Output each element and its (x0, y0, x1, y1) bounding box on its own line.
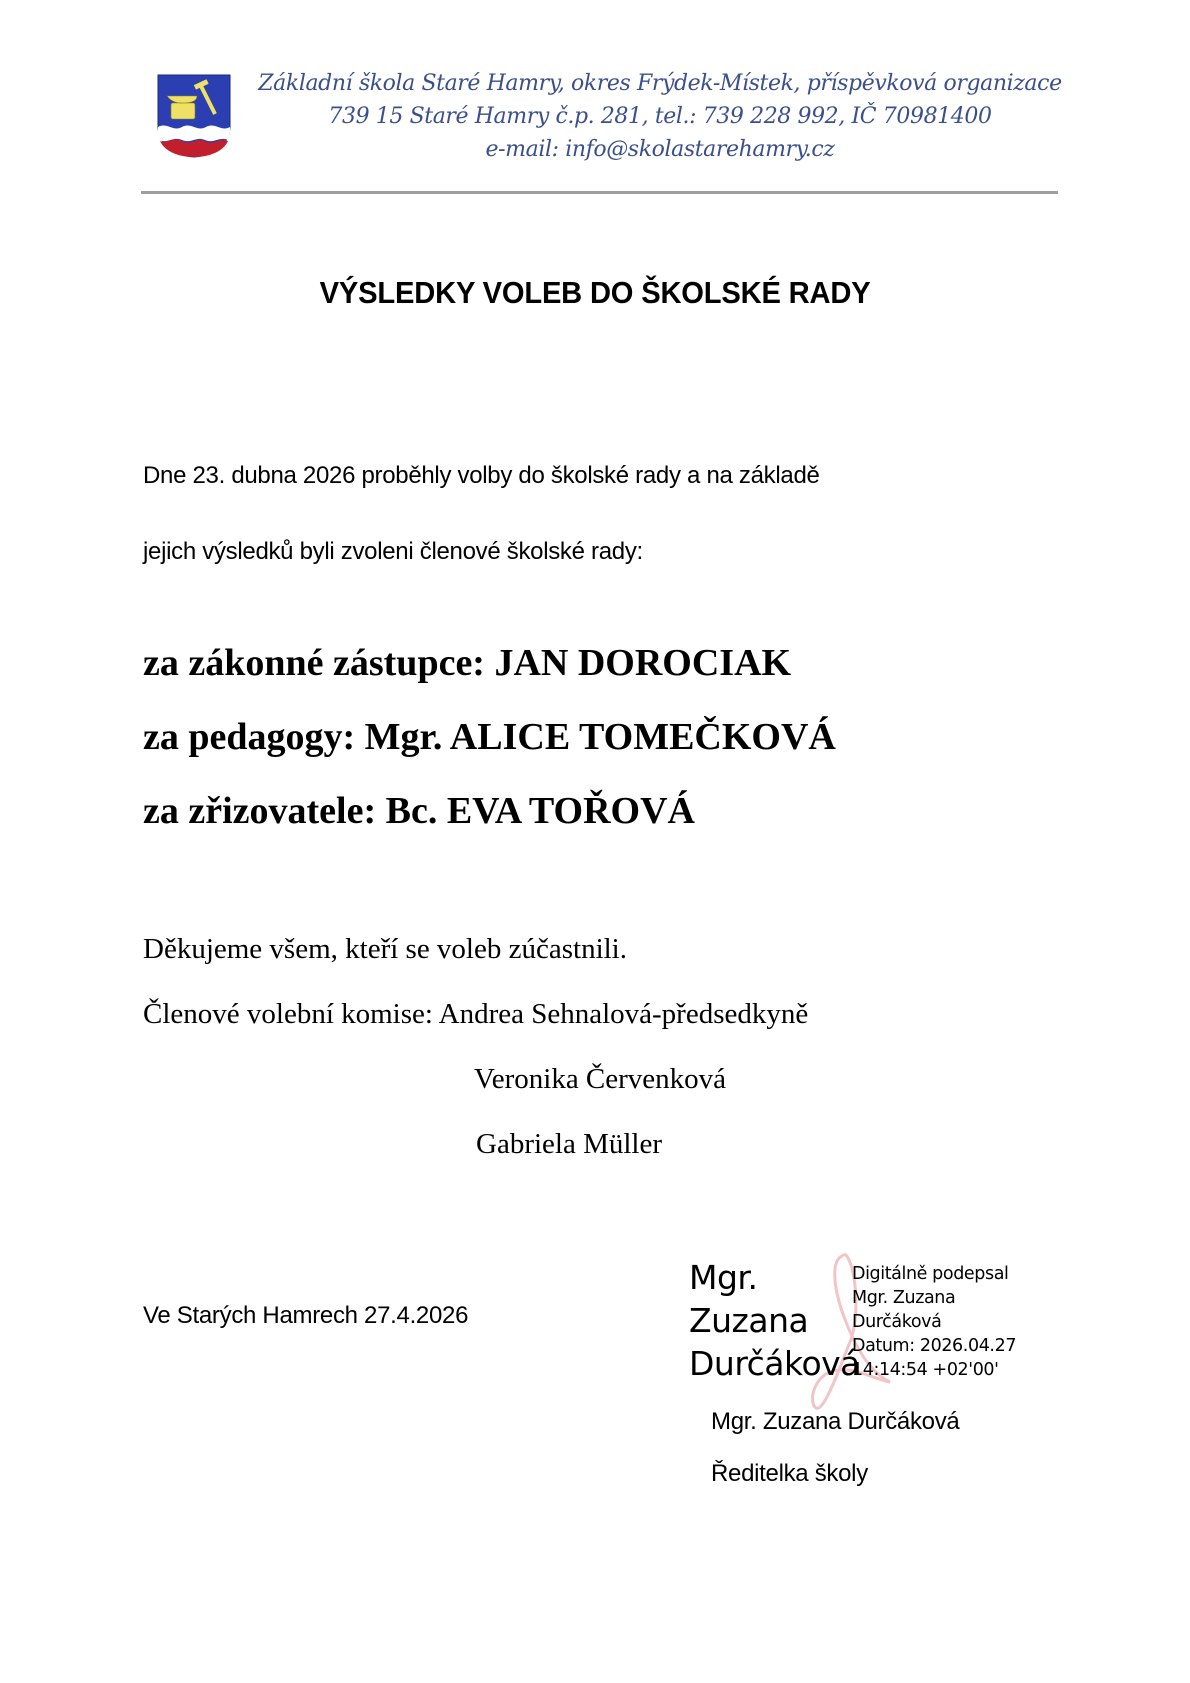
member-label: za zákonné zástupce: (143, 642, 485, 684)
school-coat-of-arms-icon (157, 74, 231, 158)
commission-member: Gabriela Müller (476, 1128, 663, 1160)
letterhead-school-name: Základní škola Staré Hamry, okres Frýdek-Místek, příspěvková organizace (258, 71, 1062, 96)
member-name: Bc. EVA TOŘOVÁ (385, 790, 695, 832)
elected-member-founder (143, 790, 695, 832)
signer-name: Mgr. Zuzana Durčáková (711, 1408, 960, 1435)
document-title: VÝSLEDKY VOLEB DO ŠKOLSKÉ RADY (319, 275, 871, 310)
letterhead-address: 739 15 Staré Hamry č.p. 281, tel.: 739 228 992, IČ 70981400 (328, 104, 992, 129)
place-and-date: Ve Starých Hamrech 27.4.2026 (143, 1302, 469, 1329)
signature-detail: Durčáková (852, 1312, 942, 1332)
signature-date: Datum: 2026.04.27 (852, 1336, 1017, 1356)
member-label: za zřizovatele: (143, 790, 377, 832)
signature-detail: Digitálně podepsal (852, 1264, 1009, 1284)
member-name: JAN DOROCIAK (494, 642, 792, 684)
elected-member-teachers (143, 716, 836, 758)
signature-time: 14:14:54 +02'00' (852, 1360, 999, 1380)
signature-detail: Mgr. Zuzana (852, 1288, 956, 1308)
signature-name-line: Mgr. (689, 1258, 758, 1297)
signature-name-line: Zuzana (689, 1301, 809, 1340)
commission-label: Členové volební komise: (143, 998, 433, 1030)
commission-member: Veronika Červenková (474, 1063, 727, 1095)
header-divider (141, 191, 1058, 194)
commission-line (143, 998, 808, 1030)
member-label: za pedagogy: (143, 716, 356, 758)
signer-role: Ředitelka školy (711, 1460, 868, 1487)
member-name: Mgr. ALICE TOMEČKOVÁ (364, 716, 836, 758)
intro-line-2: jejich výsledků byli zvoleni členové školské rady: (143, 538, 643, 565)
signature-name-line: Durčáková (689, 1344, 860, 1383)
letterhead-email: e-mail: info@skolastarehamry.cz (485, 137, 835, 162)
intro-line-1: Dne 23. dubna 2026 proběhly volby do školské rady a na základě (143, 462, 820, 489)
commission-member: Andrea Sehnalová-předsedkyně (438, 998, 809, 1030)
elected-member-parents (143, 642, 791, 684)
thanks-text: Děkujeme všem, kteří se voleb zúčastnili. (143, 933, 627, 965)
